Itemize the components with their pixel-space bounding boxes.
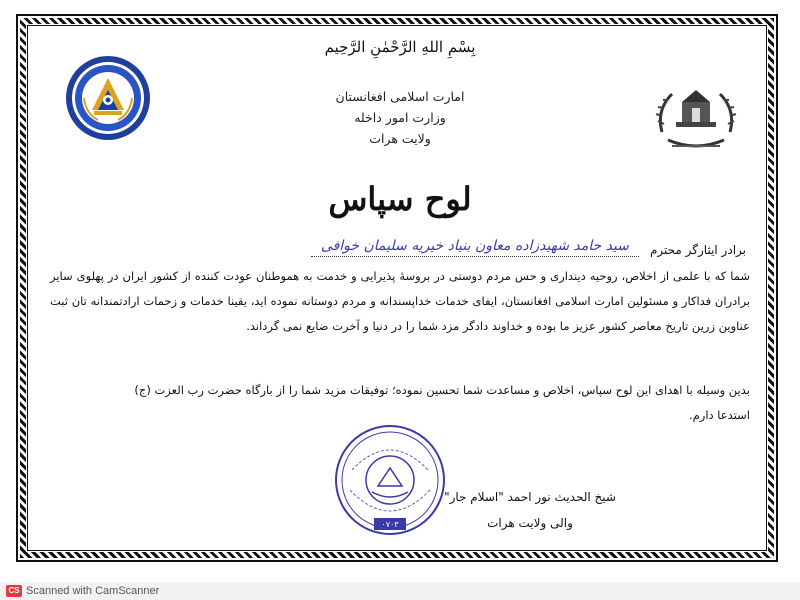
recipient-line	[40, 238, 746, 262]
recipient-label: برادر ایثارگر محترم	[650, 243, 746, 257]
scanner-watermark-text: Scanned with CamScanner	[26, 585, 160, 597]
certificate-title: لوح سپاس	[328, 180, 472, 218]
issuer-line-province: ولایت هرات	[369, 131, 431, 146]
ministry-emblem-icon	[64, 54, 152, 142]
bismillah-heading: بِسْمِ اللهِ الرَّحْمٰنِ الرَّحِيم	[324, 38, 476, 56]
certificate-body	[50, 264, 750, 339]
closing-line-2: استدعا دارم.	[688, 408, 750, 422]
issuer-line-emirate: امارت اسلامی افغانستان	[335, 89, 465, 104]
stamp-number: ۰۷۰۳	[381, 520, 399, 529]
signatory-name: شیخ الحدیث نور احمد "اسلام جار"	[444, 490, 616, 504]
closing-line-1: بدین وسیله با اهدای این لوح سپاس، اخلاص و مساعدت شما تحسین نموده؛ توفیقات مزید شما را از بارگاه حضرت رب العزت (ج)	[134, 383, 750, 397]
body-paragraph: شما که با علمی از اخلاص، روحیه دینداری و حس مردم دوستی در بروسهٔ پذیرایی و خدمت به هموطنان عودت کننده از کشور ایران در پهلوی سایر برادران فداکار و مسئولین امارت اسلامی افغانستان، ایفای خدمات خداپسندانه و مردم دوستانه نموده اید، یقینا خدمات و زحمات ارادتمندانه تان ثبت عناوین زرین تاریخ معاصر کشور عزیز ما بوده و خداوند دادگر مزد شما را در دنیا و آخرت ضایع نمی گرداند.	[50, 269, 750, 333]
signature-block	[400, 484, 660, 536]
issuer-line-ministry: وزارت امور داخله	[354, 110, 446, 125]
camscanner-logo-icon: CS	[6, 585, 22, 597]
signatory-title: والی ولایت هرات	[487, 516, 573, 530]
issuer-header	[300, 86, 500, 149]
scanner-footer	[0, 582, 800, 600]
recipient-name-handwritten: سید حامد شهیدزاده معاون بنیاد خیریه سلیمان خوافی	[311, 238, 639, 257]
emirate-emblem-icon	[648, 80, 744, 158]
